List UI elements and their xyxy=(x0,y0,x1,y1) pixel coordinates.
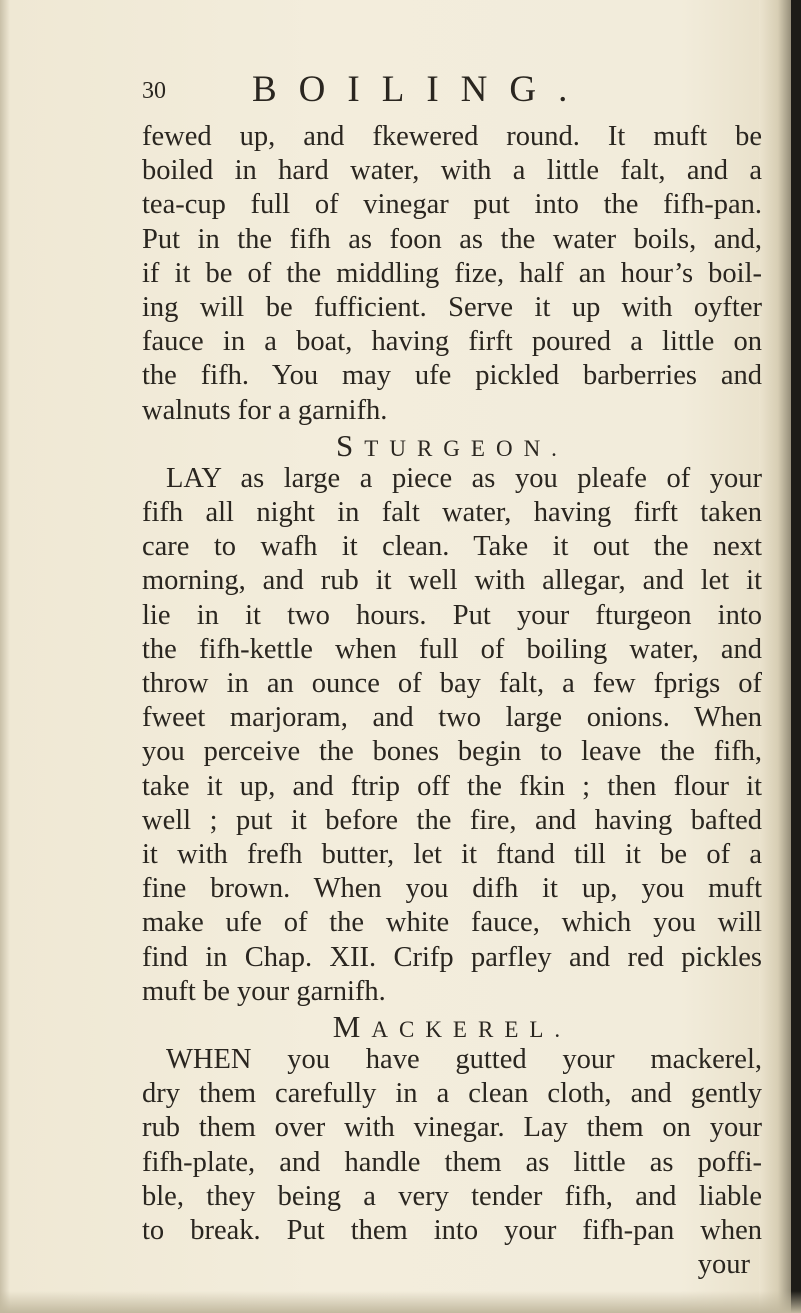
text-line: the fifh. You may ufe pickled barberries and xyxy=(142,360,762,392)
text-line: rub them over with vinegar. Lay them on your xyxy=(142,1112,762,1144)
heading-initial: M xyxy=(332,1008,372,1044)
page-number: 30 xyxy=(142,78,166,104)
text-line: fifh-plate, and handle them as little as poffi- xyxy=(142,1146,762,1178)
text-line: Put in the fifh as foon as the water boils, and, xyxy=(142,223,762,255)
running-head: BOILING. xyxy=(252,69,590,110)
text-line: ble, they being a very tender fifh, and liable xyxy=(142,1180,762,1212)
page-edge-shadow xyxy=(0,0,10,1313)
heading-rest: ACKEREL. xyxy=(371,1016,572,1042)
body-text xyxy=(142,120,762,1282)
page-header xyxy=(142,68,762,116)
text-line: care to wafh it clean. Take it out the next xyxy=(142,531,762,563)
text-line: fauce in a boat, having firft poured a little on xyxy=(142,326,762,358)
text-line: fine brown. When you difh it up, you muft xyxy=(142,873,762,905)
text-line: walnuts for a garnifh. xyxy=(142,394,388,426)
text-line: muft be your garnifh. xyxy=(142,975,386,1007)
text-line: the fifh-kettle when full of boiling water, and xyxy=(142,633,762,665)
text-line: find in Chap. XII. Crifp parfley and red pickles xyxy=(142,941,762,973)
text-line: WHEN you have gutted your mackerel, xyxy=(166,1044,762,1076)
section-heading xyxy=(142,1009,762,1043)
section-heading xyxy=(142,428,762,462)
text-line: tea-cup full of vinegar put into the fifh-pan. xyxy=(142,189,762,221)
text-line: if it be of the middling fize, half an hour’s boil- xyxy=(142,257,762,289)
page-bottom-shadow xyxy=(0,1291,801,1313)
text-line: take it up, and ftrip off the fkin ; then flour it xyxy=(142,770,762,802)
text-line: fifh all night in falt water, having firft taken xyxy=(142,497,762,529)
text-line: LAY as large a piece as you pleafe of your xyxy=(166,462,762,494)
text-line: to break. Put them into your fifh-pan when xyxy=(142,1215,762,1246)
book-binding-edge xyxy=(759,0,801,1313)
heading-rest: TURGEON. xyxy=(364,435,568,461)
text-line: make ufe of the white fauce, which you will xyxy=(142,907,762,939)
heading-initial: S xyxy=(336,427,365,463)
text-line: fweet marjoram, and two large onions. When xyxy=(142,702,762,734)
text-line: fewed up, and fkewered round. It muft be xyxy=(142,121,762,152)
text-line: you perceive the bones begin to leave the fifh, xyxy=(142,736,762,768)
text-line: lie in it two hours. Put your fturgeon into xyxy=(142,599,762,631)
text-line: morning, and rub it well with allegar, and let it xyxy=(142,565,762,597)
text-line: ing will be fufficient. Serve it up with oyfter xyxy=(142,291,762,323)
text-line: throw in an ounce of bay falt, a few fprigs of xyxy=(142,668,762,699)
catchword: your xyxy=(697,1249,750,1281)
text-line: it with frefh butter, let it ftand till it be of a xyxy=(142,838,762,870)
text-line: dry them carefully in a clean cloth, and gently xyxy=(142,1078,762,1110)
text-line: boiled in hard water, with a little falt, and a xyxy=(142,155,762,187)
text-line: well ; put it before the fire, and having bafted xyxy=(142,804,762,836)
